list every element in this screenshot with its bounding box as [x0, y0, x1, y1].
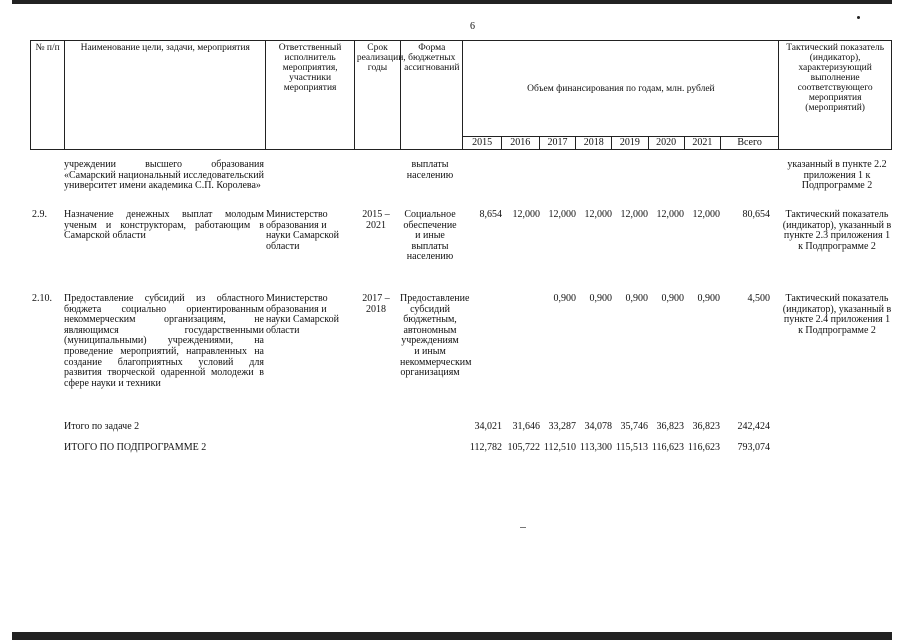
header-year: 2021	[684, 137, 720, 150]
row-value: 113,300	[579, 442, 612, 453]
row-value: 0,900	[697, 293, 720, 304]
row-value: 0,900	[589, 293, 612, 304]
table-header	[30, 40, 892, 150]
row-value: 12,000	[584, 209, 612, 220]
row-indicator: Тактический показатель (индикатор), указанный в пункте 2.4 приложения 1 к Подпрограмме 2	[782, 293, 892, 336]
row-indicator: указанный в пункте 2.2 приложения 1 к Подпрограмме 2	[787, 159, 887, 192]
row-term: 2017 – 2018	[362, 293, 390, 315]
table-row-subtotal	[30, 422, 892, 436]
row-num: 2.10.	[32, 293, 52, 304]
row-name: Итого по задаче 2	[64, 421, 140, 432]
row-responsible: Министерство образования и науки Самарской области	[266, 209, 339, 252]
row-value: 0,900	[661, 293, 684, 304]
row-value: 8,654	[479, 209, 502, 220]
header-year: 2017	[539, 137, 575, 150]
header-form: Форма бюджетных ассигнований	[401, 41, 463, 150]
scan-mark	[520, 527, 526, 528]
table-row	[30, 294, 892, 418]
row-total: 793,074	[737, 442, 770, 453]
row-value: 34,078	[584, 421, 612, 432]
header-year: 2020	[648, 137, 684, 150]
header-responsible: Ответственный исполнитель мероприятия, участники мероприятия	[266, 41, 355, 150]
scan-bottom-border	[12, 632, 892, 640]
header-indicator: Тактический показатель (индикатор), характеризующий выполнение соответствующего мероприятия (мероприятий)	[779, 41, 892, 150]
row-value: 35,746	[620, 421, 648, 432]
table-row	[30, 160, 892, 206]
row-total: 242,424	[737, 421, 770, 432]
program-table	[30, 40, 892, 453]
row-name: Назначение денежных выплат молодым ученым и конструкторам, работающим в Самарской области	[64, 209, 264, 242]
header-funding: Объем финансирования по годам, млн. рублей	[463, 41, 779, 137]
row-value: 112,782	[469, 442, 502, 453]
table-row-total	[30, 443, 892, 457]
row-value: 116,623	[651, 442, 684, 453]
row-value: 36,823	[692, 421, 720, 432]
header-term: Срок реализации, годы	[354, 41, 400, 150]
header-name: Наименование цели, задачи, мероприятия	[65, 41, 266, 150]
row-num: 2.9.	[32, 209, 47, 220]
row-value: 105,722	[507, 442, 540, 453]
row-value: 33,287	[548, 421, 576, 432]
header-year-total: Всего	[720, 137, 778, 150]
header-year: 2016	[501, 137, 539, 150]
page-number: 6	[470, 21, 475, 32]
row-indicator: Тактический показатель (индикатор), указанный в пункте 2.3 приложения 1 к Подпрограмме 2	[782, 209, 892, 252]
row-name: ИТОГО ПО ПОДПРОГРАММЕ 2	[64, 442, 207, 453]
header-year: 2019	[612, 137, 648, 150]
row-name: Предоставление субсидий из областного бюджета социально ориентированным некоммерческим организациям, не являющимся государственными (муниципальными) учреждениями, на проведение мероприятий, направленных на создание благоприятных условий для развития творческой одаренной молодежи в сфере науки и техники	[64, 293, 264, 389]
row-value: 36,823	[656, 421, 684, 432]
row-value: 12,000	[656, 209, 684, 220]
row-value: 12,000	[512, 209, 540, 220]
row-form: выплаты населению	[406, 159, 454, 181]
row-value: 0,900	[625, 293, 648, 304]
row-total: 4,500	[747, 293, 770, 304]
row-term: 2015 – 2021	[362, 209, 390, 231]
scan-speck	[857, 16, 860, 19]
table-row	[30, 210, 892, 290]
row-value: 112,510	[543, 442, 576, 453]
row-value: 34,021	[474, 421, 502, 432]
row-name: учреждении высшего образования «Самарский национальный исследовательский университет имени академика С.П. Королева»	[64, 159, 264, 192]
row-value: 0,900	[553, 293, 576, 304]
row-form: Социальное обеспечение и иные выплаты населению	[403, 209, 457, 263]
row-value: 12,000	[620, 209, 648, 220]
row-value: 116,623	[687, 442, 720, 453]
header-num: № п/п	[31, 41, 65, 150]
row-form: Предоставление субсидий бюджетным, автономным учреждениям и иным некоммерческим организациям	[400, 293, 472, 379]
header-year: 2015	[463, 137, 501, 150]
row-responsible: Министерство образования и науки Самарской области	[266, 293, 339, 336]
row-value: 12,000	[548, 209, 576, 220]
scan-top-border	[12, 0, 892, 4]
row-total: 80,654	[742, 209, 770, 220]
row-value: 12,000	[692, 209, 720, 220]
row-value: 31,646	[512, 421, 540, 432]
header-year: 2018	[576, 137, 612, 150]
row-value: 115,513	[615, 442, 648, 453]
